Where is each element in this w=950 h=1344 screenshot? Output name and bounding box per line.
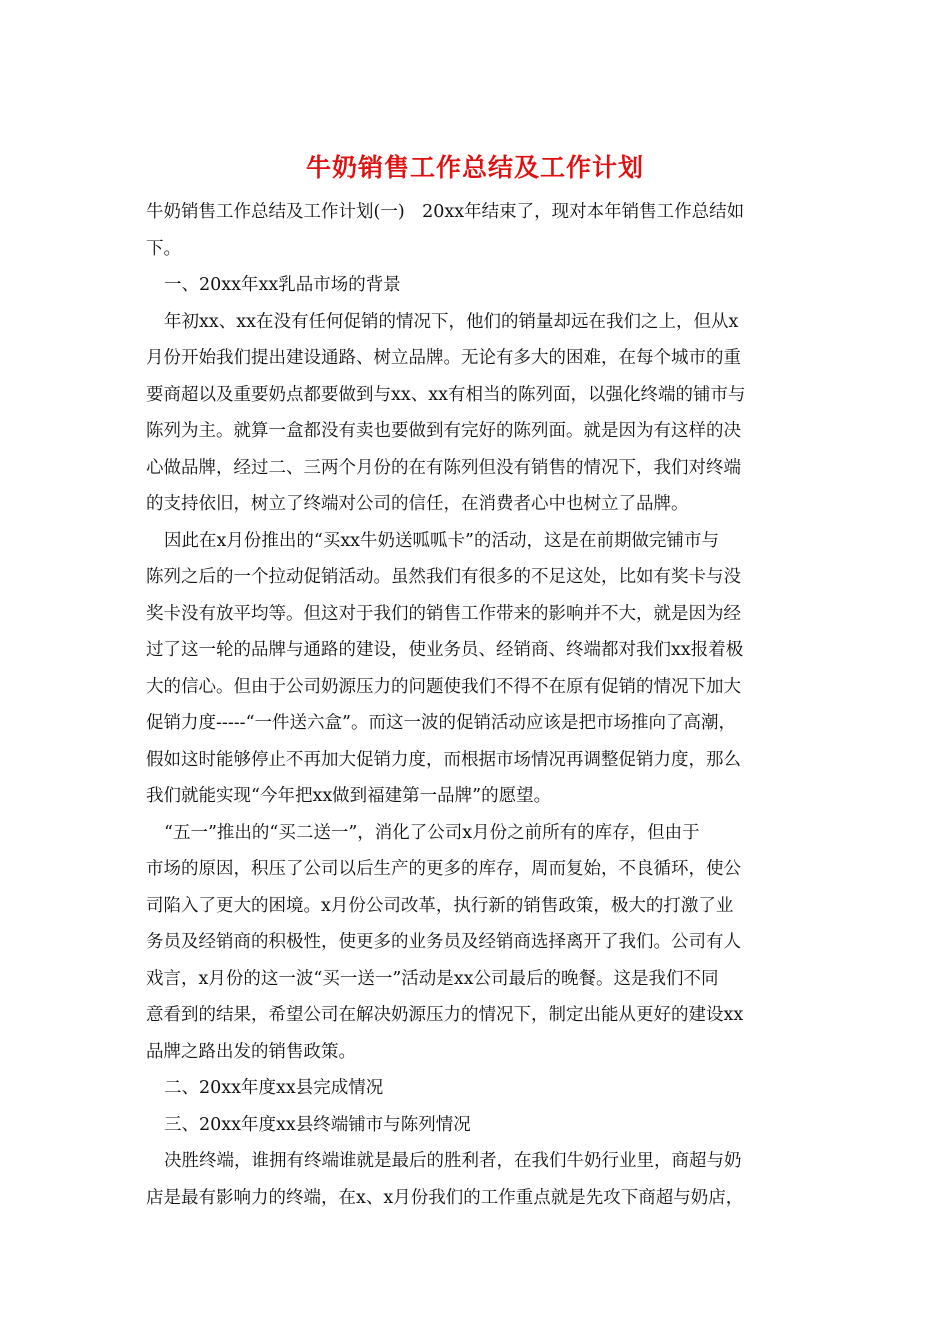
paragraph-line: 一、20xx年xx乳品市场的背景: [164, 275, 401, 295]
paragraph-line: 二、20xx年度xx县完成情况: [164, 1078, 384, 1098]
paragraph-line: 品牌之路出发的销售政策。: [146, 1041, 356, 1062]
paragraph-line: 戏言，x月份的这一波“买一送一”活动是xx公司最后的晚餐。这是我们不同: [146, 968, 719, 989]
paragraph-line: 年初xx、xx在没有任何促销的情况下，他们的销量却远在我们之上，但从x: [164, 311, 739, 332]
paragraph-line: 因此在x月份推出的“买xx牛奶送呱呱卡”的活动，这是在前期做完铺市与: [164, 530, 719, 551]
paragraph-line: 市场的原因，积压了公司以后生产的更多的库存，周而复始，不良循环，使公: [146, 859, 741, 879]
paragraph-line: 牛奶销售工作总结及工作计划(一) 20xx年结束了，现对本年销售工作总结如: [146, 202, 745, 222]
paragraph-line: 心做品牌，经过二、三两个月份的在有陈列但没有销售的情况下，我们对终端: [146, 457, 741, 478]
paragraph-line: 假如这时能够停止不再加大促销力度，而根据市场情况再调整促销力度，那么: [146, 749, 741, 770]
paragraph-line: 陈列之后的一个拉动促销活动。虽然我们有很多的不足这处，比如有奖卡与没: [146, 567, 741, 587]
paragraph-line: 促销力度-----“一件送六盒”。而这一波的促销活动应该是把市场推向了高潮，: [146, 713, 736, 733]
paragraph-line: 过了这一轮的品牌与通路的建设，使业务员、经销商、终端都对我们xx报着极: [146, 640, 744, 660]
paragraph-line: 月份开始我们提出建设通路、树立品牌。无论有多大的困难，在每个城市的重: [146, 348, 741, 368]
paragraph-line: “五一”推出的“买二送一”，消化了公司x月份之前所有的库存，但由于: [164, 822, 700, 843]
paragraph-line: 三、20xx年度xx县终端铺市与陈列情况: [164, 1114, 471, 1135]
paragraph-line: 我们就能实现“今年把xx做到福建第一品牌”的愿望。: [146, 786, 552, 806]
paragraph-line: 意看到的结果，希望公司在解决奶源压力的情况下，制定出能从更好的建设xx: [146, 1005, 744, 1025]
paragraph-line: 店是最有影响力的终端，在x、x月份我们的工作重点就是先攻下商超与奶店，: [146, 1187, 744, 1208]
document-body: [146, 194, 816, 1216]
paragraph-line: 务员及经销商的积极性，使更多的业务员及经销商选择离开了我们。公司有人: [146, 932, 741, 952]
paragraph-line: 的支持依旧，树立了终端对公司的信任，在消费者心中也树立了品牌。: [146, 494, 689, 514]
paragraph-line: 大的信心。但由于公司奶源压力的问题使我们不得不在原有促销的情况下加大: [146, 676, 741, 697]
document-title: 牛奶销售工作总结及工作计划: [305, 153, 644, 182]
paragraph-line: 司陷入了更大的困境。x月份公司改革，执行新的销售政策，极大的打激了业: [146, 895, 734, 916]
paragraph-line: 下。: [146, 238, 181, 259]
paragraph-line: 要商超以及重要奶点都要做到与xx、xx有相当的陈列面，以强化终端的铺市与: [146, 384, 746, 405]
paragraph-line: 奖卡没有放平均等。但这对于我们的销售工作带来的影响并不大，就是因为经: [146, 603, 741, 624]
paragraph-line: 陈列为主。就算一盒都没有卖也要做到有完好的陈列面。就是因为有这样的决: [146, 421, 741, 441]
paragraph-line: 决胜终端，谁拥有终端谁就是最后的胜利者，在我们牛奶行业里，商超与奶: [164, 1151, 742, 1171]
